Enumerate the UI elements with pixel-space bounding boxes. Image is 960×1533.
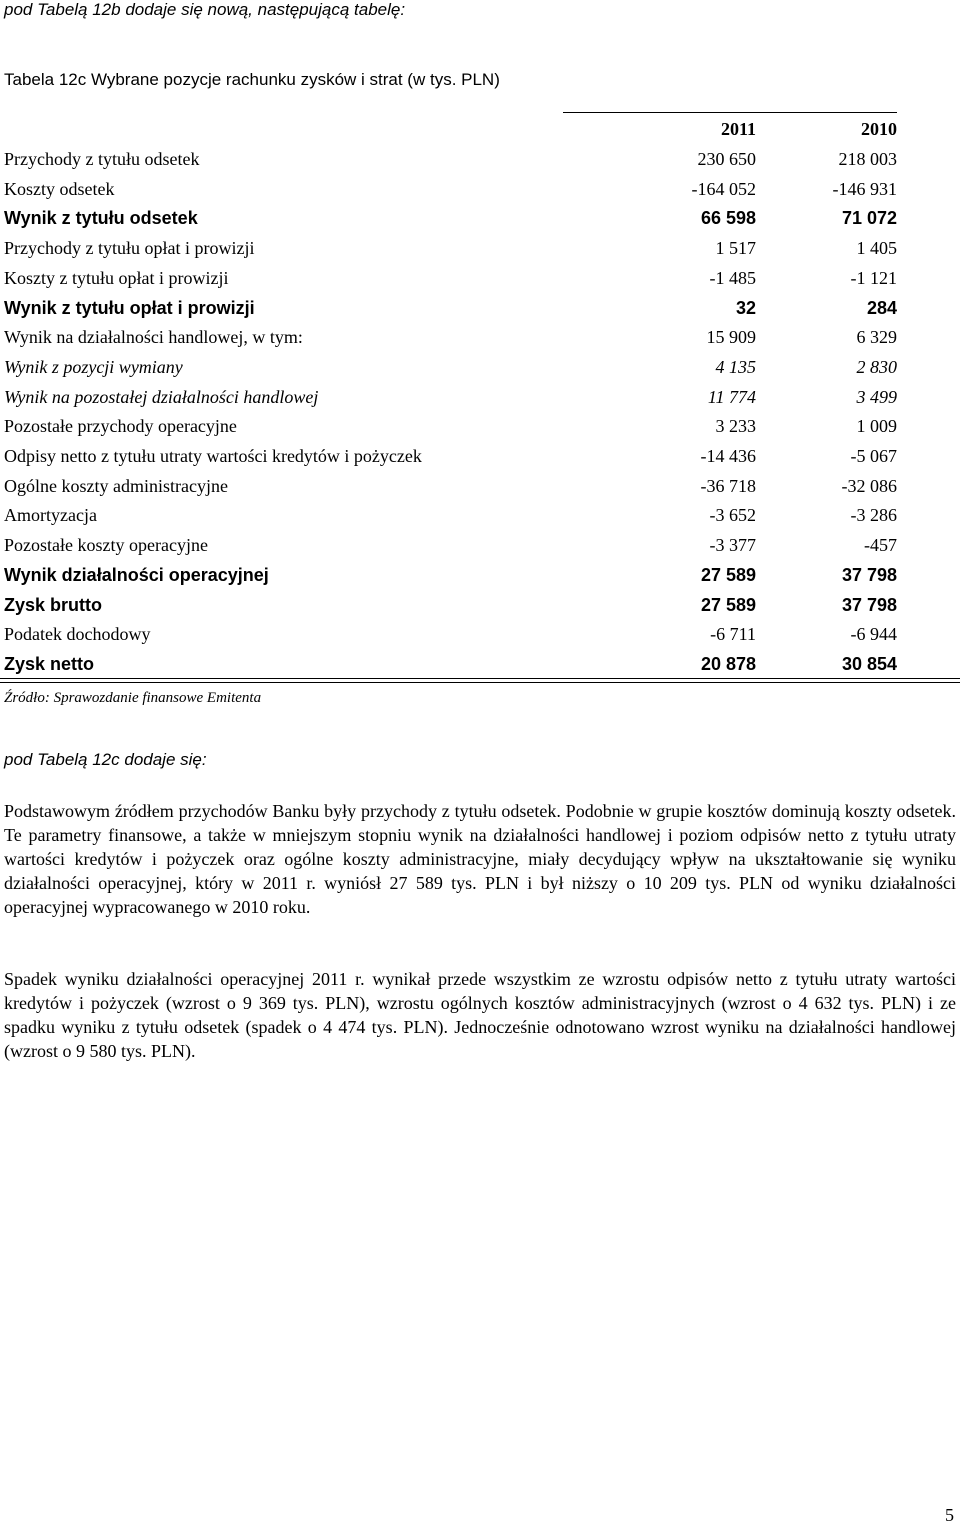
- row-label: Przychody z tytułu odsetek: [4, 149, 200, 169]
- table-row: [0, 471, 960, 501]
- table-bottom-rule-double: [0, 682, 960, 683]
- table-row: [0, 233, 960, 263]
- value-2011: 20 878: [700, 653, 756, 674]
- table-row: [0, 144, 960, 174]
- row-label: Ogólne koszty administracyjne: [4, 475, 228, 496]
- table-bottom-rule: [0, 678, 960, 679]
- value-2010: -457: [864, 535, 897, 556]
- value-2010: 2 830: [856, 356, 897, 377]
- table-caption: Tabela 12c Wybrane pozycje rachunku zysków i strat (w tys. PLN): [4, 70, 500, 89]
- table-source-note: Źródło: Sprawozdanie finansowe Emitenta: [4, 690, 262, 706]
- row-label: Pozostałe koszty operacyjne: [4, 535, 208, 556]
- column-header-2010: 2010: [861, 119, 897, 139]
- value-2010: -146 931: [832, 178, 897, 199]
- value-2011: -3 377: [709, 535, 756, 556]
- value-2010: 3 499: [856, 386, 897, 407]
- table-row: [0, 203, 960, 233]
- value-2011: 230 650: [697, 149, 756, 169]
- row-label: Wynik na pozostałej działalności handlowej: [4, 386, 319, 407]
- value-2011: 4 135: [715, 356, 756, 377]
- row-label: Odpisy netto z tytułu utraty wartości kredytów i pożyczek: [4, 446, 422, 466]
- value-2010: 1 009: [856, 416, 897, 437]
- row-label: Koszty z tytułu opłat i prowizji: [4, 267, 229, 288]
- row-label: Wynik z tytułu odsetek: [4, 208, 198, 229]
- value-2011: -164 052: [691, 178, 756, 199]
- value-2010: -5 067: [850, 446, 897, 466]
- intro-text: pod Tabelą 12b dodaje się nową, następującą tabelę:: [4, 0, 406, 19]
- value-2010: 1 405: [856, 238, 897, 259]
- after-table-text: pod Tabelą 12c dodaje się:: [4, 750, 207, 769]
- value-2011: -36 718: [700, 475, 756, 496]
- value-2010: 218 003: [838, 149, 897, 169]
- table-row: [0, 411, 960, 441]
- value-2011: 66 598: [700, 208, 756, 229]
- value-2011: 32: [735, 297, 756, 318]
- row-label: Zysk brutto: [4, 594, 103, 615]
- table-row: [0, 293, 960, 323]
- row-label: Podatek dochodowy: [4, 624, 151, 645]
- row-label: Wynik na działalności handlowej, w tym:: [4, 327, 303, 348]
- value-2011: -6 711: [710, 624, 756, 645]
- value-2011: 27 589: [700, 594, 756, 615]
- table-row: [0, 263, 960, 293]
- row-label: Koszty odsetek: [4, 178, 115, 199]
- row-label: Amortyzacja: [4, 505, 97, 526]
- row-label: Wynik działalności operacyjnej: [4, 564, 269, 585]
- table-row: [0, 619, 960, 649]
- value-2011: 27 589: [700, 564, 756, 585]
- value-2010: -32 086: [841, 475, 897, 496]
- row-label: Przychody z tytułu opłat i prowizji: [4, 238, 255, 259]
- table-row: [0, 500, 960, 530]
- table-row: [0, 322, 960, 352]
- table-row: [0, 382, 960, 412]
- value-2010: 71 072: [841, 208, 897, 229]
- column-header-2011: 2011: [720, 119, 756, 139]
- value-2011: -14 436: [700, 446, 756, 466]
- table-header-row: [0, 114, 960, 144]
- table-row: [0, 352, 960, 382]
- table-row: [0, 590, 960, 620]
- table-row: [0, 649, 960, 679]
- value-2010: -1 121: [850, 267, 897, 288]
- value-2010: 30 854: [841, 653, 897, 674]
- value-2010: -3 286: [850, 505, 897, 526]
- table-row: [0, 530, 960, 560]
- value-2010: 37 798: [841, 564, 897, 585]
- row-label: Pozostałe przychody operacyjne: [4, 416, 237, 437]
- table-row: [0, 441, 960, 471]
- value-2010: -6 944: [850, 624, 897, 645]
- table-row: [0, 560, 960, 590]
- value-2010: 37 798: [841, 594, 897, 615]
- value-2011: -1 485: [709, 267, 756, 288]
- value-2011: 15 909: [706, 327, 756, 348]
- row-label: Wynik z pozycji wymiany: [4, 356, 183, 377]
- table-top-rule: [563, 112, 897, 113]
- value-2011: 3 233: [715, 416, 756, 437]
- table-row: [0, 174, 960, 204]
- value-2010: 6 329: [856, 327, 897, 348]
- value-2011: 11 774: [707, 386, 756, 407]
- paragraph-2: Spadek wyniku działalności operacyjnej 2011 r. wynikał przede wszystkim ze wzrostu odpisów netto z tytułu utraty wartości kredytów i pożyczek (wzrost o 9 369 tys. PLN), wzrostu ogólnych kosztów administracyjnych (wzrost o 4 632 tys. PLN) i ze spadku wyniku z tytułu odsetek (spadek o 4 474 tys. PLN). Jednocześnie odnotowano wzrost wyniku na działalności handlowej (wzrost o 9 580 tys. PLN).: [4, 969, 956, 1061]
- paragraph-1: Podstawowym źródłem przychodów Banku były przychody z tytułu odsetek. Podobnie w grupie kosztów dominują koszty odsetek. Te parametry finansowe, a także w mniejszym stopniu wynik na działalności handlowej i poziom odpisów netto z tytułu utraty wartości kredytów i pożyczek oraz ogólne koszty administracyjne, miały decydujący wpływ na ukształtowanie się wyniku działalności operacyjnej, który w 2011 r. wyniósł 27 589 tys. PLN i był niższy o 10 209 tys. PLN od wyniku działalności operacyjnej wypracowanego w 2010 roku.: [4, 801, 956, 917]
- value-2011: -3 652: [709, 505, 756, 526]
- page-number: 5: [945, 1505, 954, 1525]
- value-2010: 284: [866, 297, 897, 318]
- row-label: Zysk netto: [4, 653, 95, 674]
- value-2011: 1 517: [715, 238, 756, 259]
- row-label: Wynik z tytułu opłat i prowizji: [4, 297, 255, 318]
